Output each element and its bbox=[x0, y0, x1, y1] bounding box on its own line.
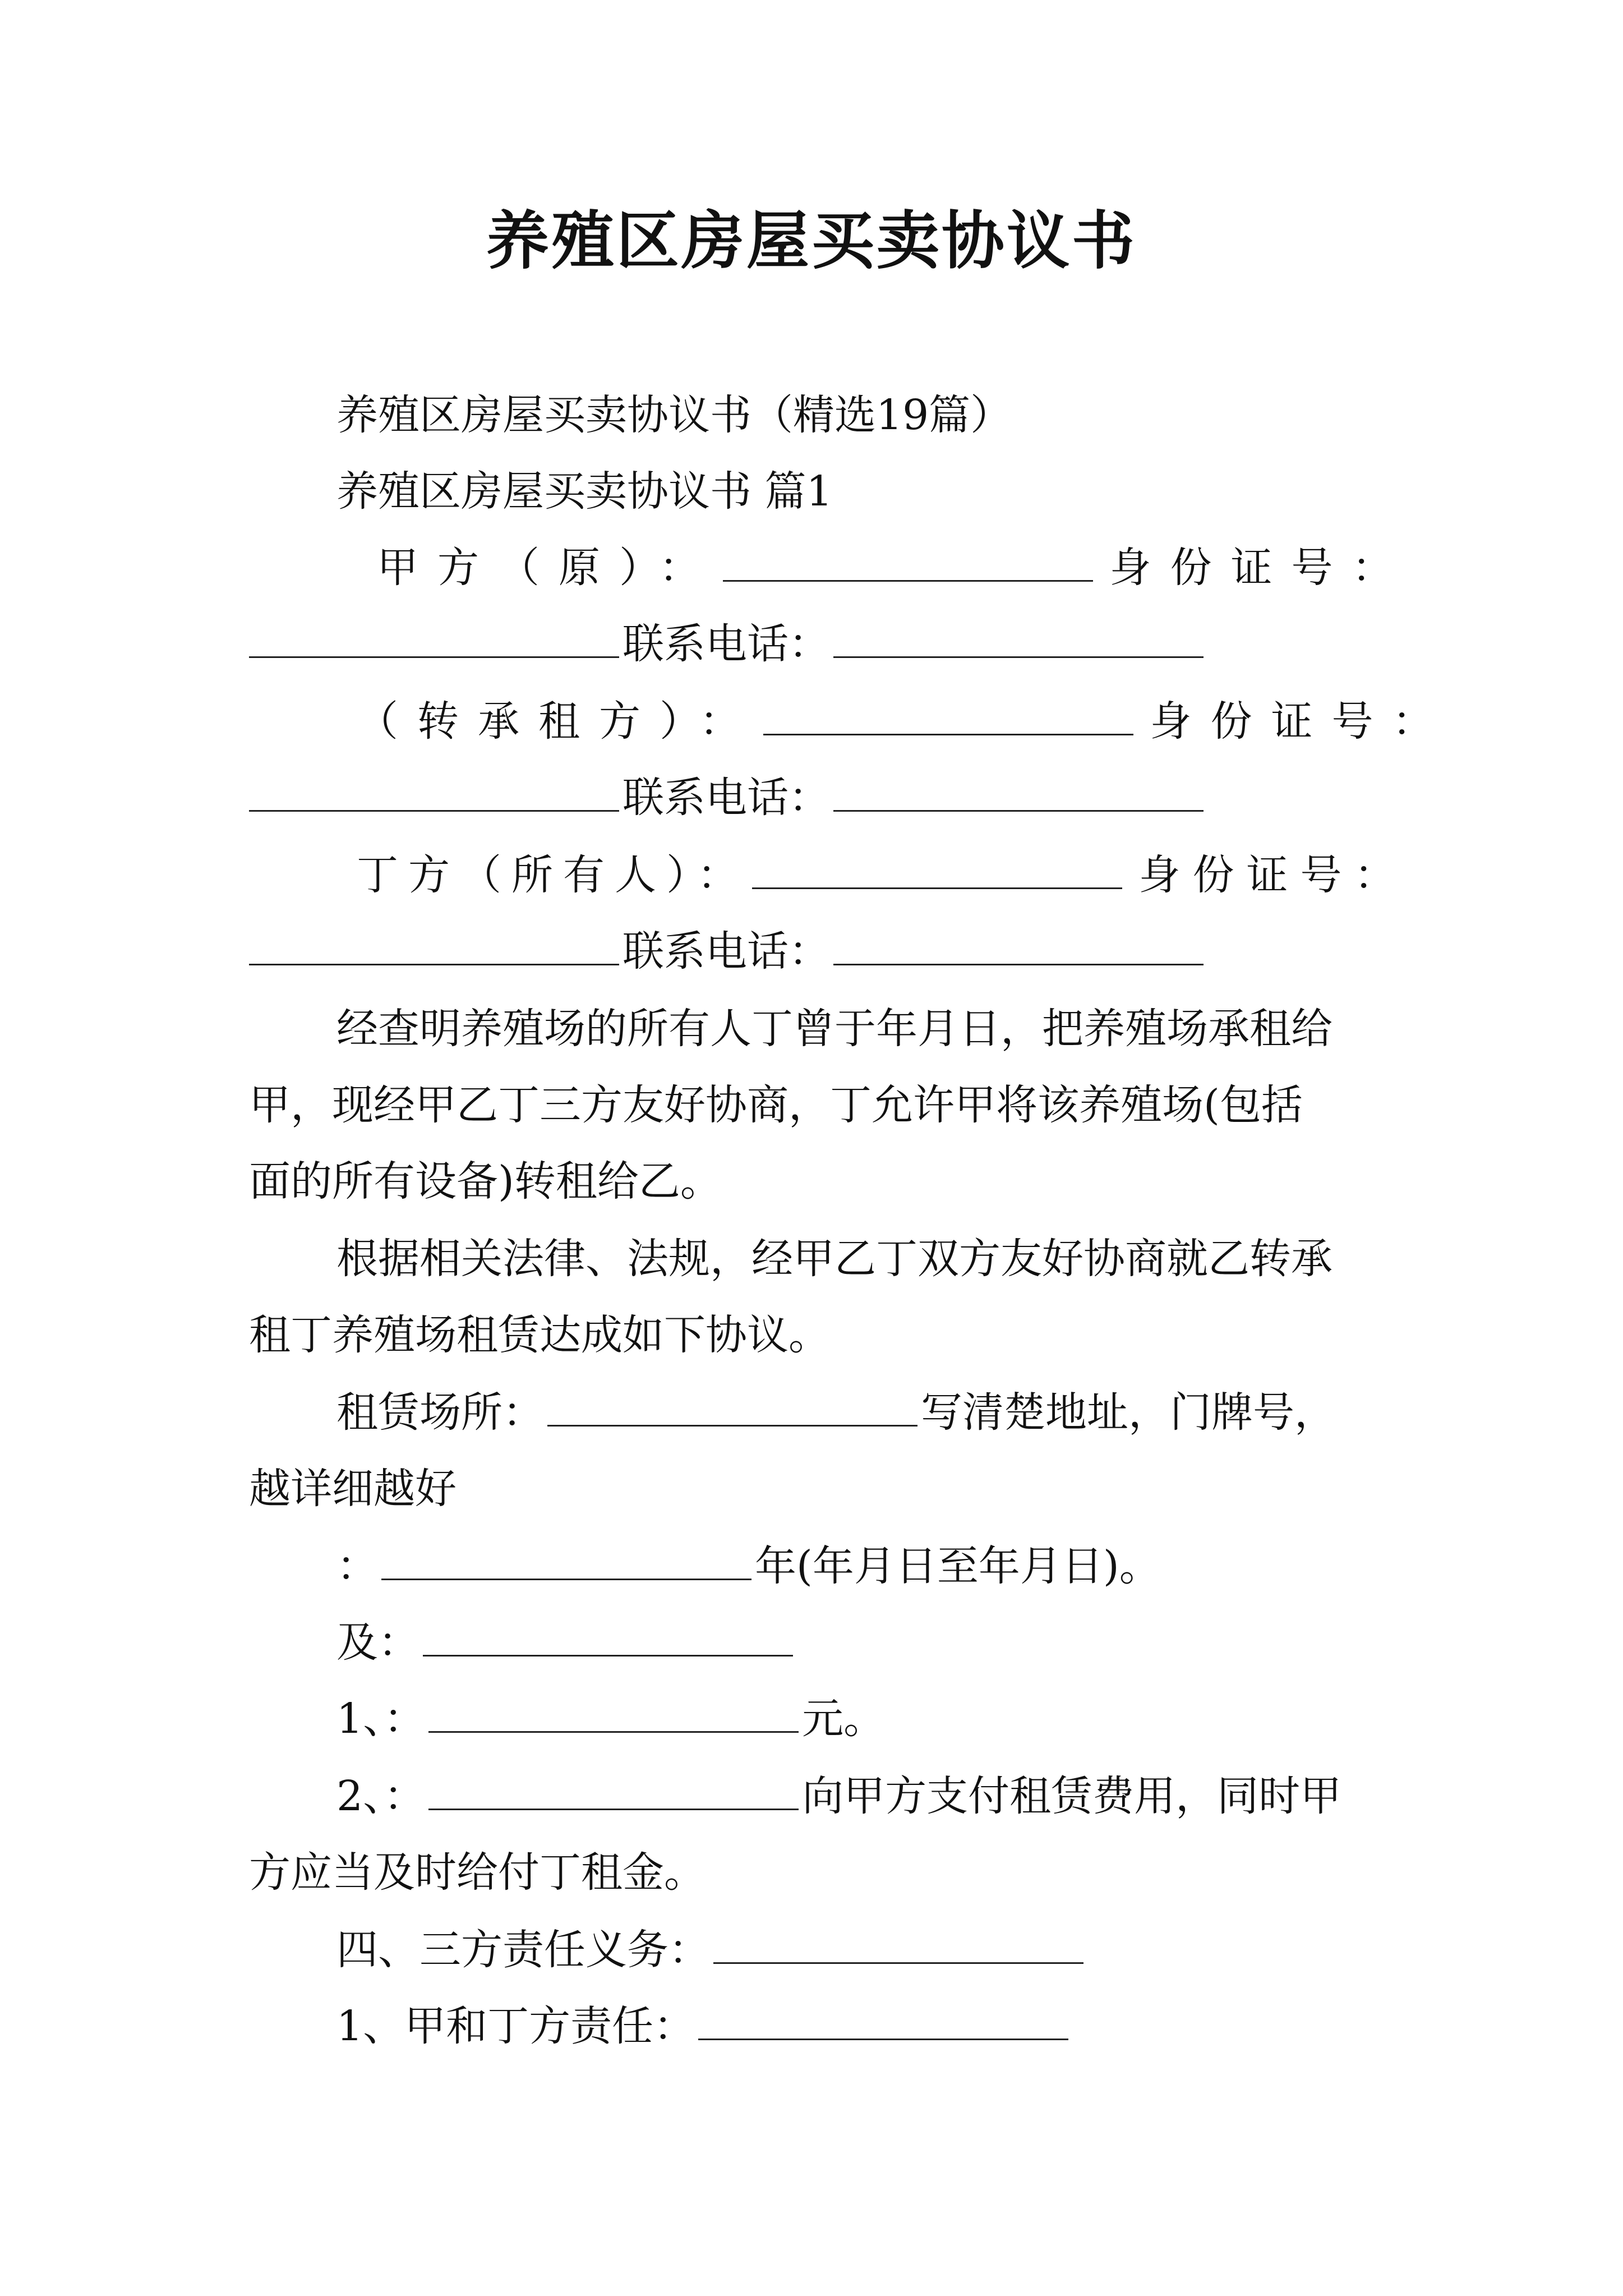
item1-suffix: 元。 bbox=[802, 1695, 886, 1743]
item1-label: 1、： bbox=[336, 1695, 426, 1743]
party-d-row bbox=[357, 847, 1408, 903]
section4-blank bbox=[713, 1926, 1083, 1964]
party-a-id-label: 身份证号： bbox=[1109, 544, 1413, 592]
and-row bbox=[336, 1614, 796, 1671]
duty1-blank bbox=[698, 2003, 1068, 2040]
party-d-label: 丁方（所有人）： bbox=[357, 851, 749, 899]
para2-line1: 根据相关法律、法规，经甲乙丁双方友好协商就乙转承 bbox=[336, 1235, 1332, 1283]
party-a-row bbox=[377, 540, 1413, 596]
party-b-phone-blank bbox=[833, 774, 1204, 812]
venue-suffix: 写清楚地址，门牌号， bbox=[921, 1388, 1336, 1437]
para1-line1: 经查明养殖场的所有人丁曾于年月日，把养殖场承租给 bbox=[336, 1005, 1332, 1053]
item2-row bbox=[336, 1768, 1341, 1824]
duty1-label: 1、甲和丁方责任： bbox=[336, 2002, 695, 2050]
party-a-id-blank bbox=[249, 620, 619, 658]
party-d-id-label: 身份证号： bbox=[1138, 851, 1408, 899]
term-suffix: 年(年月日至年月日)。 bbox=[755, 1542, 1161, 1590]
party-d-phone-blank bbox=[833, 928, 1204, 965]
subtitle: 养殖区房屋买卖协议书（精选19篇） bbox=[336, 391, 1012, 439]
para1-line3: 面的所有设备)转租给乙。 bbox=[249, 1157, 722, 1205]
party-a-label: 甲方（原）： bbox=[377, 544, 720, 592]
para1-line2: 甲，现经甲乙丁三方友好协商，丁允许甲将该养殖场(包括 bbox=[249, 1081, 1303, 1129]
party-b-id-blank bbox=[249, 774, 619, 812]
party-a-phone-label: 联系电话： bbox=[623, 620, 830, 668]
section4-row bbox=[336, 1922, 1087, 1978]
duty1-row bbox=[336, 1998, 1072, 2054]
party-b-phone-label: 联系电话： bbox=[623, 774, 830, 822]
venue-line2: 越详细越好 bbox=[249, 1465, 457, 1513]
para2-line2: 租丁养殖场租赁达成如下协议。 bbox=[249, 1311, 830, 1359]
item2-blank bbox=[428, 1773, 799, 1810]
party-d-name-blank bbox=[752, 852, 1122, 889]
party-a-name-blank bbox=[723, 544, 1093, 582]
venue-blank bbox=[547, 1389, 917, 1427]
party-d-phone-label: 联系电话： bbox=[623, 927, 830, 976]
and-blank bbox=[423, 1619, 793, 1657]
party-b-phone-row bbox=[249, 770, 1207, 826]
venue-label: 租赁场所： bbox=[336, 1388, 544, 1437]
item1-blank bbox=[428, 1695, 799, 1733]
section4-label: 四、三方责任义务： bbox=[336, 1926, 710, 1974]
term-row bbox=[336, 1538, 1161, 1594]
item2-suffix: 向甲方支付租赁费用，同时甲 bbox=[802, 1772, 1342, 1820]
venue-row bbox=[336, 1384, 1336, 1441]
party-b-name-blank bbox=[763, 698, 1133, 735]
item1-row bbox=[336, 1691, 885, 1747]
and-label: 及： bbox=[336, 1618, 419, 1667]
party-b-id-label: 身份证号： bbox=[1150, 697, 1453, 746]
term-prefix: ： bbox=[336, 1542, 378, 1590]
party-d-phone-row bbox=[249, 923, 1207, 979]
party-d-id-blank bbox=[249, 928, 619, 965]
party-b-label: （转承租方）： bbox=[357, 697, 760, 746]
party-a-phone-blank bbox=[833, 620, 1204, 658]
party-b-row bbox=[357, 693, 1453, 749]
item2-label: 2、： bbox=[336, 1772, 426, 1820]
chapter-heading: 养殖区房屋买卖协议书 篇1 bbox=[336, 467, 833, 516]
term-blank bbox=[381, 1543, 751, 1580]
item2-line2: 方应当及时给付丁租金。 bbox=[249, 1848, 706, 1897]
document-title: 养殖区房屋买卖协议书 bbox=[486, 204, 1137, 278]
party-a-phone-row bbox=[249, 616, 1207, 672]
